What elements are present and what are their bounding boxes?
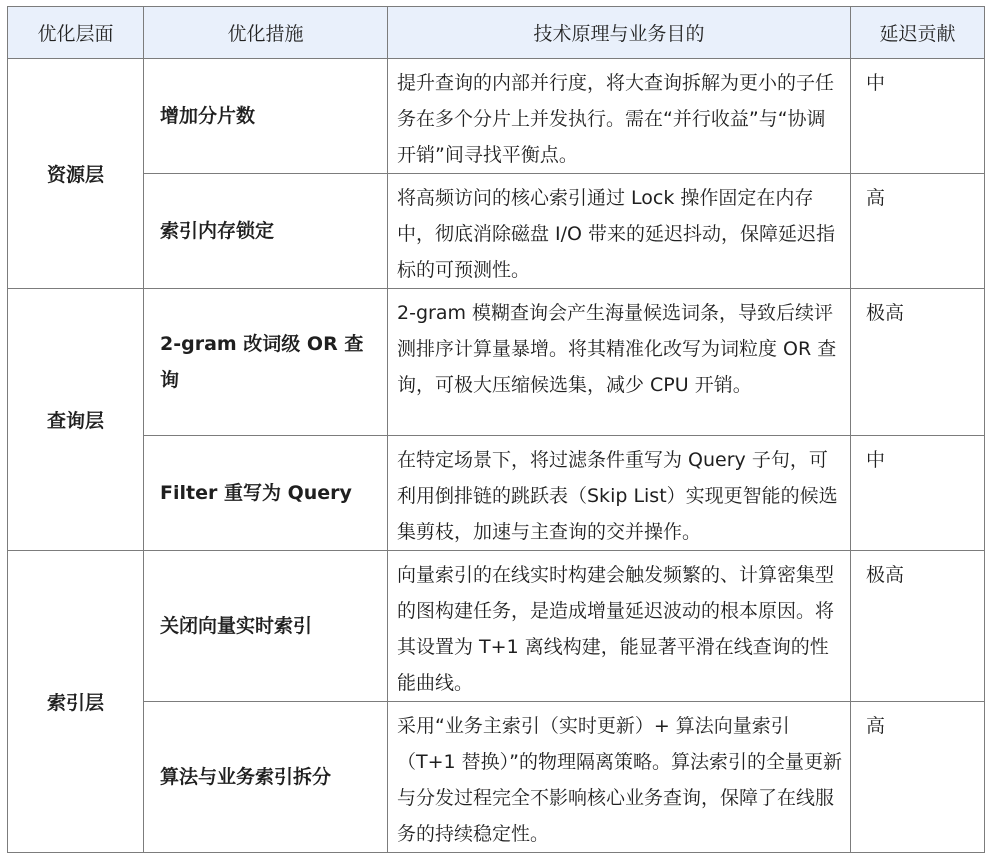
contribution-cell: 高: [851, 174, 985, 289]
table-row: [8, 436, 985, 551]
measure-cell: 关闭向量实时索引: [144, 551, 388, 702]
measure-cell: 算法与业务索引拆分: [144, 702, 388, 853]
contribution-cell: 高: [851, 702, 985, 853]
table-row: [8, 289, 985, 436]
measure-cell: 增加分片数: [144, 59, 388, 174]
measure-cell: 2-gram 改词级 OR 查询: [144, 289, 388, 436]
header-measure: 优化措施: [144, 7, 388, 59]
principle-cell: 2-gram 模糊查询会产生海量候选词条，导致后续评测排序计算量暴增。将其精准化改写为词粒度 OR 查询，可极大压缩候选集，减少 CPU 开销。: [388, 289, 851, 436]
table-row: [8, 702, 985, 853]
contribution-cell: 中: [851, 436, 985, 551]
table-body: [8, 59, 985, 853]
principle-cell: 在特定场景下，将过滤条件重写为 Query 子句，可利用倒排链的跳跃表（Skip List）实现更智能的候选集剪枝，加速与主查询的交并操作。: [388, 436, 851, 551]
layer-cell-resource: 资源层: [8, 59, 144, 289]
layer-cell-index: 索引层: [8, 551, 144, 853]
table-row: [8, 174, 985, 289]
header-principle: 技术原理与业务目的: [388, 7, 851, 59]
contribution-cell: 中: [851, 59, 985, 174]
table-row: [8, 59, 985, 174]
header-contribution: 延迟贡献: [851, 7, 985, 59]
contribution-cell: 极高: [851, 289, 985, 436]
principle-cell: 将高频访问的核心索引通过 Lock 操作固定在内存中，彻底消除磁盘 I/O 带来的延迟抖动，保障延迟指标的可预测性。: [388, 174, 851, 289]
layer-cell-query: 查询层: [8, 289, 144, 551]
header-row: [8, 7, 985, 59]
table-row: [8, 551, 985, 702]
measure-cell: Filter 重写为 Query: [144, 436, 388, 551]
table-header: [8, 7, 985, 59]
principle-cell: 提升查询的内部并行度，将大查询拆解为更小的子任务在多个分片上并发执行。需在“并行收益”与“协调开销”间寻找平衡点。: [388, 59, 851, 174]
contribution-cell: 极高: [851, 551, 985, 702]
principle-cell: 采用“业务主索引（实时更新）+ 算法向量索引（T+1 替换）”的物理隔离策略。算法索引的全量更新与分发过程完全不影响核心业务查询，保障了在线服务的持续稳定性。: [388, 702, 851, 853]
header-layer: 优化层面: [8, 7, 144, 59]
measure-cell: 索引内存锁定: [144, 174, 388, 289]
optimization-table: [7, 6, 985, 853]
principle-cell: 向量索引的在线实时构建会触发频繁的、计算密集型的图构建任务，是造成增量延迟波动的根本原因。将其设置为 T+1 离线构建，能显著平滑在线查询的性能曲线。: [388, 551, 851, 702]
